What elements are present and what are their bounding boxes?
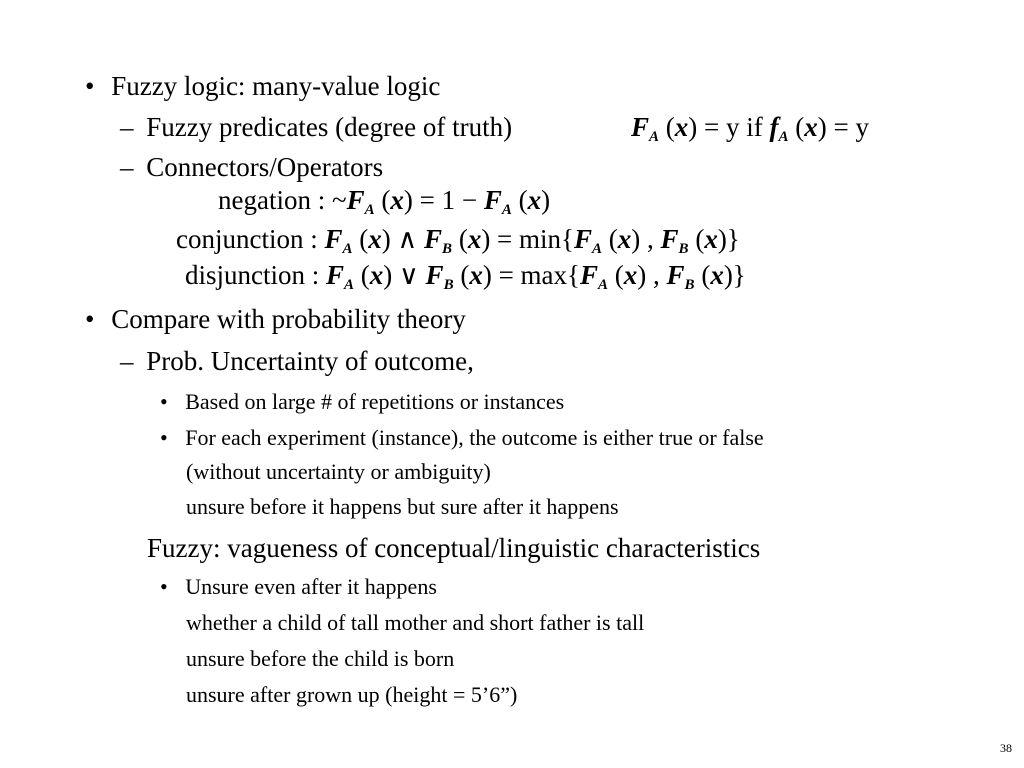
symbol-x: x	[469, 260, 483, 290]
symbol-F: F	[483, 185, 502, 215]
bullet-marker: •	[160, 425, 168, 450]
formula-text: )}	[717, 224, 740, 254]
formula-text: ) ,	[631, 224, 661, 254]
symbol-F: F	[326, 260, 345, 290]
bullet-marker: •	[85, 304, 95, 334]
line-text: Prob. Uncertainty of outcome,	[146, 346, 474, 376]
symbol-x: x	[369, 260, 384, 290]
continuation-line: unsure after grown up (height = 5’6”)	[186, 682, 518, 707]
sub-line-fuzzy-vagueness	[147, 535, 760, 562]
formula-label: conjunction :	[176, 224, 325, 254]
symbol-F: F	[660, 224, 679, 254]
subscript-A: A	[344, 277, 355, 293]
subscript-B: B	[443, 277, 454, 293]
line-text: Compare with probability theory	[111, 304, 466, 334]
continuation-line: whether a child of tall mother and short father is tall	[186, 610, 645, 635]
dash-marker: –	[120, 152, 134, 182]
symbol-x: x	[710, 260, 724, 290]
formula-disjunction: disjunction : $F_A$ (x) ∨ $F_B$ $(x) = \max\{F_A$ (x) , $F_B$ (x)}	[185, 260, 746, 293]
symbol-x: x	[804, 112, 818, 142]
symbol-F: F	[424, 224, 443, 254]
symbol-F: F	[346, 185, 365, 215]
symbol-x: x	[467, 224, 482, 254]
formula-predicate: $F_A$ (x) = y if $f_A$ (x) = y	[631, 112, 869, 145]
formula-label: negation : ~	[218, 185, 347, 215]
symbol-f: f	[769, 112, 779, 142]
line-text: Connectors/Operators	[146, 152, 384, 182]
subscript-A: A	[598, 277, 609, 293]
subscript-A: A	[649, 129, 660, 145]
formula-negation: negation : $\sim F_A$ $(x) = 1 - F_A$ (x)	[218, 185, 551, 218]
bullet-marker: •	[160, 389, 168, 414]
subscript-B: B	[684, 277, 695, 293]
subscript-B: B	[678, 241, 689, 257]
subscript-A: A	[364, 202, 375, 218]
formula-text: )}	[723, 260, 746, 290]
formula-text: ) = min{	[481, 224, 574, 254]
bullet-line-fuzzy-logic	[85, 73, 440, 100]
symbol-F: F	[324, 224, 343, 254]
sub-sub-line-unsure	[160, 576, 437, 598]
symbol-x: x	[704, 224, 718, 254]
line-text: Fuzzy: vagueness of conceptual/linguistic characteristics	[147, 533, 761, 563]
formula-text: )	[541, 185, 551, 215]
line-text: For each experiment (instance), the outcome is either true or false	[185, 425, 764, 450]
sub-line-prob-uncertainty	[120, 348, 474, 375]
dash-marker: –	[120, 112, 134, 142]
sub-sub-line-experiment	[160, 427, 764, 449]
subscript-A: A	[342, 241, 353, 257]
formula-text: ) ∨	[383, 260, 426, 290]
formula-text: ) = y if	[688, 112, 770, 142]
sub-line-fuzzy-predicates	[120, 114, 512, 141]
symbol-F: F	[574, 224, 593, 254]
bullet-marker: •	[160, 574, 168, 599]
line-text: Fuzzy predicates (degree of truth)	[146, 112, 513, 142]
formula-text: ) ,	[637, 260, 667, 290]
bullet-marker: •	[85, 71, 95, 101]
bullet-line-compare	[85, 306, 466, 333]
sub-sub-line-repetitions	[160, 391, 564, 413]
symbol-x: x	[390, 185, 404, 215]
subscript-A: A	[592, 241, 603, 257]
symbol-x: x	[368, 224, 382, 254]
formula-conjunction: conjunction : $F_A$ (x) ∧ $F_B$ $(x) = \min\{F_A$ (x) , $F_B$ (x)}	[176, 224, 740, 257]
symbol-F: F	[580, 260, 599, 290]
page-number: 38	[1000, 741, 1012, 755]
symbol-F: F	[666, 260, 685, 290]
symbol-x: x	[674, 112, 689, 142]
continuation-line: (without uncertainty or ambiguity)	[186, 459, 491, 484]
formula-text: ) = 1 −	[403, 185, 484, 215]
subscript-A: A	[501, 202, 512, 218]
formula-text: ) = y	[817, 112, 869, 142]
subscript-B: B	[442, 241, 453, 257]
line-text: Based on large # of repetitions or instances	[185, 389, 565, 414]
line-text: Unsure even after it happens	[185, 574, 437, 599]
symbol-x: x	[623, 260, 638, 290]
symbol-F: F	[425, 260, 444, 290]
formula-label: disjunction :	[185, 260, 326, 290]
symbol-x: x	[617, 224, 632, 254]
symbol-x: x	[527, 185, 542, 215]
line-text: Fuzzy logic: many-value logic	[111, 71, 441, 101]
symbol-F: F	[631, 112, 650, 142]
formula-text: ) ∧	[381, 224, 425, 254]
dash-marker: –	[120, 346, 134, 376]
subscript-A: A	[778, 129, 789, 145]
formula-text: ) = max{	[482, 260, 580, 290]
continuation-line: unsure before it happens but sure after it happens	[186, 494, 619, 519]
sub-line-connectors	[120, 154, 383, 181]
continuation-line: unsure before the child is born	[186, 646, 455, 671]
